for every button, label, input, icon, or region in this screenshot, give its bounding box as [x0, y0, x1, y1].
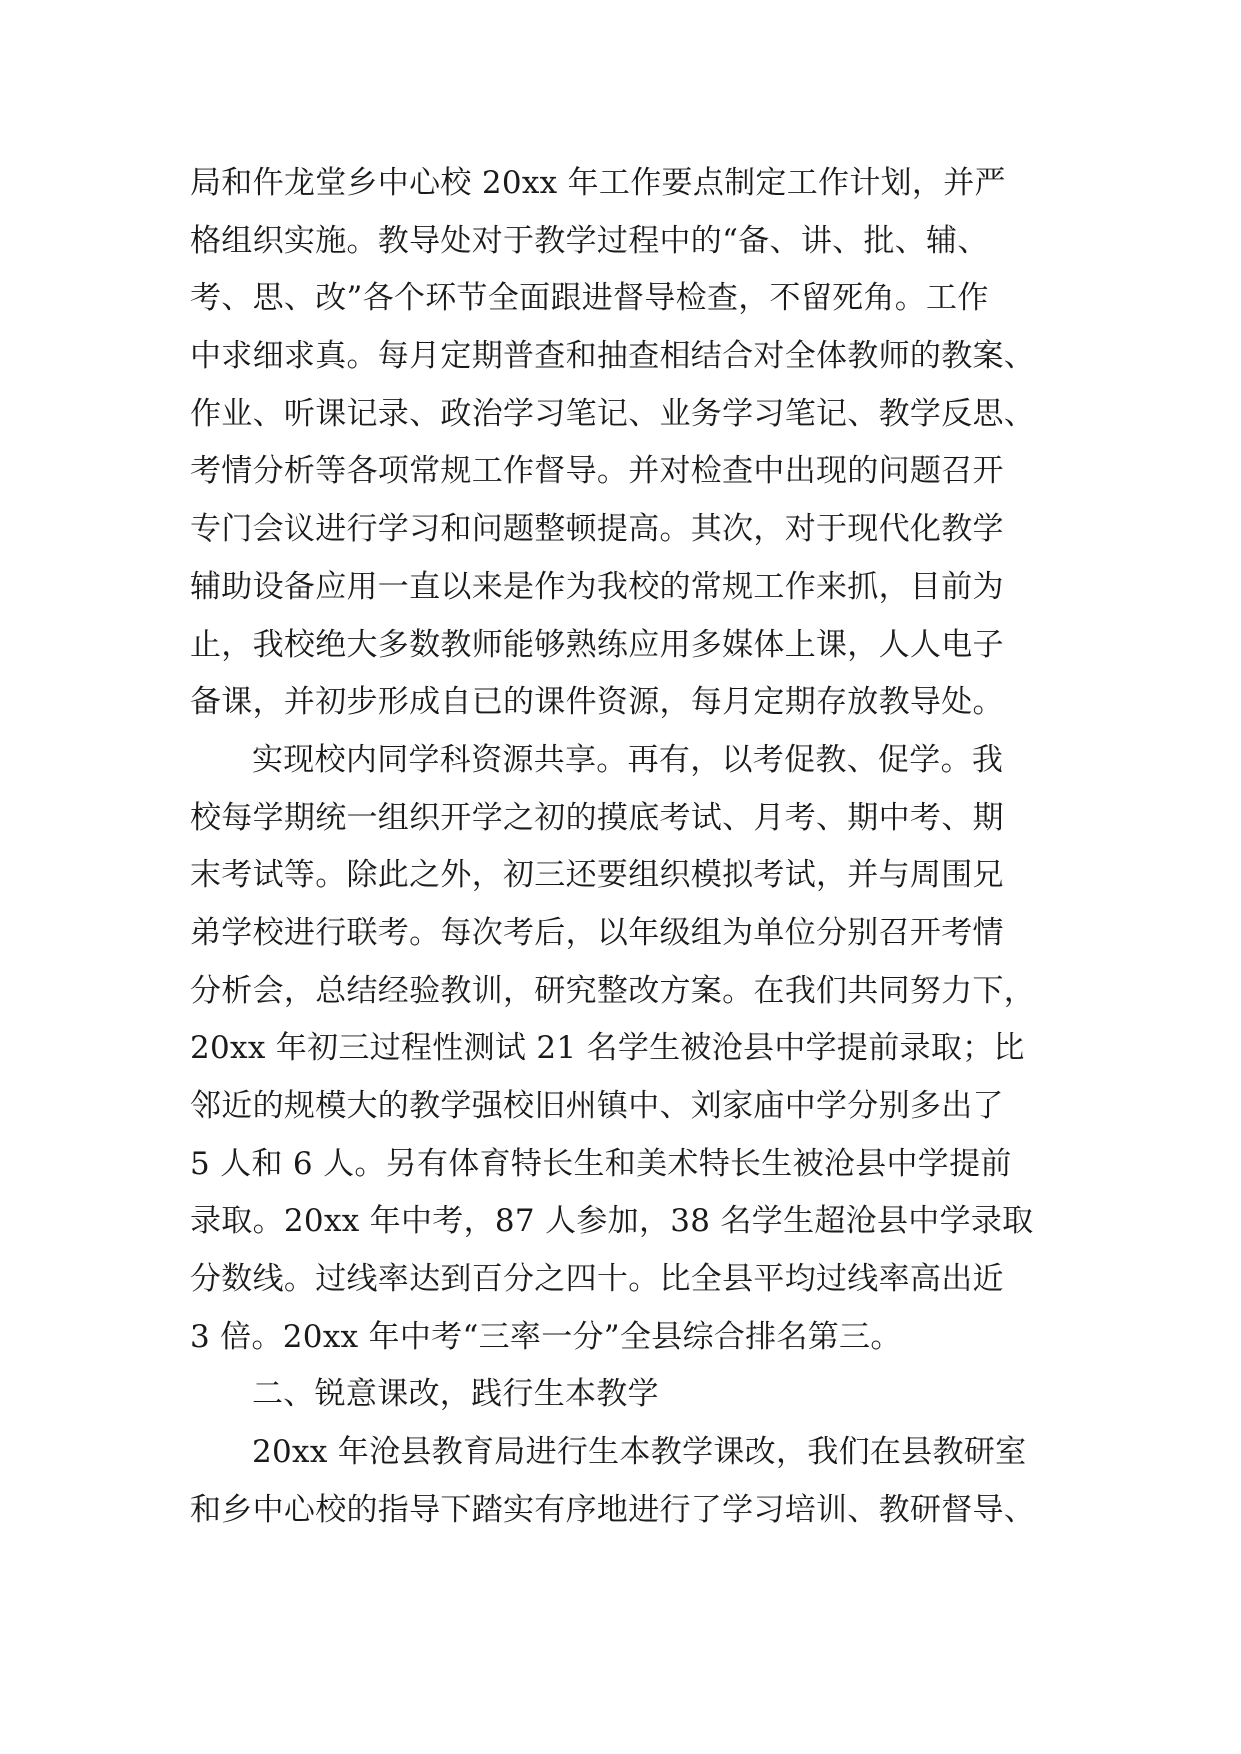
text-line: 止，我校绝大多数教师能够熟练应用多媒体上课，人人电子: [190, 626, 1004, 663]
body-text: [190, 155, 1070, 1540]
text-line: 录取。20xx 年中考，87 人参加，38 名学生超沧县中学录取: [190, 1203, 1034, 1240]
text-line: 弟学校进行联考。每次考后，以年级组为单位分别召开考情: [190, 914, 1004, 951]
paragraph-start-line: 实现校内同学科资源共享。再有，以考促教、促学。我: [252, 741, 1004, 778]
text-line: 专门会议进行学习和问题整顿提高。其次，对于现代化教学: [190, 511, 1004, 548]
text-line: 分析会，总结经验教训，研究整改方案。在我们共同努力下，: [190, 972, 1036, 1009]
text-line: 3 倍。20xx 年中考“三率一分”全县综合排名第三。: [190, 1318, 902, 1355]
text-line: 考、思、改”各个环节全面跟进督导检查，不留死角。工作: [190, 280, 989, 317]
text-line: 校每学期统一组织开学之初的摸底考试、月考、期中考、期: [190, 799, 1004, 836]
text-line: 中求细求真。每月定期普查和抽查相结合对全体教师的教案、: [190, 338, 1036, 375]
text-line: 和乡中心校的指导下踏实有序地进行了学习培训、教研督导、: [190, 1491, 1036, 1528]
text-line: 备课，并初步形成自已的课件资源，每月定期存放教导处。: [190, 684, 1004, 721]
text-line: 邻近的规模大的教学强校旧州镇中、刘家庙中学分别多出了: [190, 1088, 1004, 1124]
text-line: 考情分析等各项常规工作督导。并对检查中出现的问题召开: [190, 453, 1004, 490]
text-line: 分数线。过线率达到百分之四十。比全县平均过线率高出近: [190, 1261, 1004, 1298]
text-line: 5 人和 6 人。另有体育特长生和美术特长生被沧县中学提前: [190, 1145, 1012, 1182]
text-line: 格组织实施。教导处对于教学过程中的“备、讲、批、辅、: [190, 222, 989, 259]
text-line: 末考试等。除此之外，初三还要组织模拟考试，并与周围兄: [190, 857, 1004, 894]
text-line: 局和仵龙堂乡中心校 20xx 年工作要点制定工作计划，并严: [190, 165, 1006, 201]
paragraph-start-line: 二、锐意课改，践行生本教学: [252, 1376, 659, 1413]
text-line: 辅助设备应用一直以来是作为我校的常规工作来抓，目前为: [190, 568, 1004, 605]
text-line: 作业、听课记录、政治学习笔记、业务学习笔记、教学反思、: [190, 395, 1036, 432]
text-line: 20xx 年初三过程性测试 21 名学生被沧县中学提前录取；比: [190, 1030, 1025, 1067]
paragraph-start-line: 20xx 年沧县教育局进行生本教学课改，我们在县教研室: [252, 1434, 1027, 1471]
